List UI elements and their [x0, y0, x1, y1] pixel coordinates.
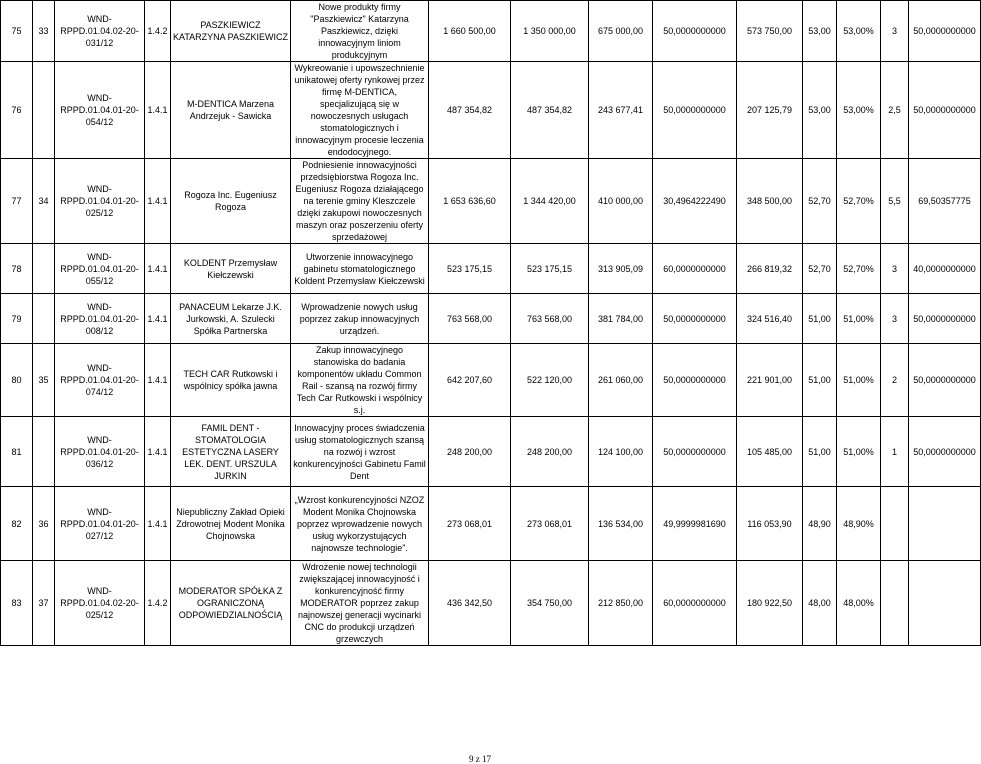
funding-percent: 50,0000000000 [653, 294, 737, 344]
funding-percent: 60,0000000000 [653, 244, 737, 294]
final-value [909, 561, 981, 646]
lp-cell: 76 [1, 62, 33, 159]
contract-number: WND-RPPD.01.04.02-20-031/12 [55, 1, 145, 62]
rank-cell: 1 [881, 417, 909, 487]
eligible-value: 1 344 420,00 [511, 159, 589, 244]
funding-percent: 50,0000000000 [653, 344, 737, 417]
table-row [1, 244, 981, 294]
score-value: 207 125,79 [737, 62, 803, 159]
group-cell: 33 [33, 1, 55, 62]
final-value: 69,50357775 [909, 159, 981, 244]
lp-cell: 80 [1, 344, 33, 417]
group-cell [33, 417, 55, 487]
eligible-value: 273 068,01 [511, 487, 589, 561]
lp-cell: 81 [1, 417, 33, 487]
points-percent: 48,00% [837, 561, 881, 646]
measure-cell: 1.4.1 [145, 487, 171, 561]
eligible-value: 248 200,00 [511, 417, 589, 487]
final-value: 50,0000000000 [909, 417, 981, 487]
page-number: 9 z 17 [469, 754, 491, 764]
contract-number: WND-RPPD.01.04.01-20-008/12 [55, 294, 145, 344]
lp-cell: 83 [1, 561, 33, 646]
table-row [1, 62, 981, 159]
final-value: 50,0000000000 [909, 294, 981, 344]
beneficiary-cell: PANACEUM Lekarze J.K. Jurkowski, A. Szulecki Spółka Partnerska [171, 294, 291, 344]
points-value: 48,00 [803, 561, 837, 646]
table-row [1, 487, 981, 561]
funding-value: 243 677,41 [589, 62, 653, 159]
points-percent: 53,00% [837, 1, 881, 62]
eligible-value: 763 568,00 [511, 294, 589, 344]
project-title: „Wzrost konkurencyjności NZOZ Modent Monika Chojnowska poprzez wprowadzenie nowych usług wykorzystujących najnowsze technologie”. [291, 487, 429, 561]
final-value [909, 487, 981, 561]
points-percent: 48,90% [837, 487, 881, 561]
project-title: Wdrożenie nowej technologii zwiększającej innowacyjność i konkurencyjność firmy MODERATOR poprzez zakup najnowszej generacji wycinarki CNC do produkcji urządzeń grzewczych [291, 561, 429, 646]
project-title: Wprowadzenie nowych usług poprzez zakup innowacyjnych urządzeń. [291, 294, 429, 344]
total-value: 523 175,15 [429, 244, 511, 294]
final-value: 50,0000000000 [909, 344, 981, 417]
rank-cell: 2 [881, 344, 909, 417]
final-value: 40,0000000000 [909, 244, 981, 294]
lp-cell: 78 [1, 244, 33, 294]
table-row [1, 344, 981, 417]
points-percent: 51,00% [837, 294, 881, 344]
funding-value: 136 534,00 [589, 487, 653, 561]
funding-value: 212 850,00 [589, 561, 653, 646]
measure-cell: 1.4.1 [145, 417, 171, 487]
table-row [1, 417, 981, 487]
project-title: Wykreowanie i upowszechnienie unikatowej oferty rynkowej przez firmę M-DENTICA, specjalizującą się w nowoczesnych usługach stomatologicznych i innowacyjnym procesie leczenia endodocyjnego. [291, 62, 429, 159]
total-value: 1 653 636,60 [429, 159, 511, 244]
points-value: 53,00 [803, 1, 837, 62]
measure-cell: 1.4.1 [145, 244, 171, 294]
rank-cell: 5,5 [881, 159, 909, 244]
group-cell [33, 62, 55, 159]
points-value: 52,70 [803, 159, 837, 244]
funding-percent: 50,0000000000 [653, 1, 737, 62]
group-cell: 37 [33, 561, 55, 646]
eligible-value: 1 350 000,00 [511, 1, 589, 62]
group-cell [33, 244, 55, 294]
contract-number: WND-RPPD.01.04.01-20-054/12 [55, 62, 145, 159]
points-value: 51,00 [803, 344, 837, 417]
lp-cell: 82 [1, 487, 33, 561]
measure-cell: 1.4.2 [145, 561, 171, 646]
total-value: 487 354,82 [429, 62, 511, 159]
rank-cell: 2,5 [881, 62, 909, 159]
rank-cell: 3 [881, 244, 909, 294]
table-row [1, 1, 981, 62]
points-percent: 52,70% [837, 244, 881, 294]
funding-value: 313 905,09 [589, 244, 653, 294]
group-cell: 36 [33, 487, 55, 561]
rank-cell: 3 [881, 294, 909, 344]
measure-cell: 1.4.1 [145, 62, 171, 159]
beneficiary-cell: PASZKIEWICZ KATARZYNA PASZKIEWICZ [171, 1, 291, 62]
beneficiary-cell: Niepubliczny Zakład Opieki Zdrowotnej Modent Monika Chojnowska [171, 487, 291, 561]
eligible-value: 523 175,15 [511, 244, 589, 294]
rank-cell [881, 561, 909, 646]
score-value: 324 516,40 [737, 294, 803, 344]
score-value: 116 053,90 [737, 487, 803, 561]
lp-cell: 75 [1, 1, 33, 62]
project-title: Utworzenie innowacyjnego gabinetu stomatologicznego Koldent Przemysław Kiełczewski [291, 244, 429, 294]
final-value: 50,0000000000 [909, 1, 981, 62]
funding-percent: 50,0000000000 [653, 417, 737, 487]
beneficiary-cell: KOLDENT Przemysław Kiełczewski [171, 244, 291, 294]
measure-cell: 1.4.1 [145, 344, 171, 417]
total-value: 273 068,01 [429, 487, 511, 561]
points-percent: 53,00% [837, 62, 881, 159]
beneficiary-cell: MODERATOR SPÓŁKA Z OGRANICZONĄ ODPOWIEDZIALNOŚCIĄ [171, 561, 291, 646]
points-percent: 52,70% [837, 159, 881, 244]
contract-number: WND-RPPD.01.04.02-20-025/12 [55, 561, 145, 646]
eligible-value: 522 120,00 [511, 344, 589, 417]
total-value: 436 342,50 [429, 561, 511, 646]
score-value: 105 485,00 [737, 417, 803, 487]
score-value: 266 819,32 [737, 244, 803, 294]
total-value: 642 207,60 [429, 344, 511, 417]
group-cell: 35 [33, 344, 55, 417]
lp-cell: 77 [1, 159, 33, 244]
contract-number: WND-RPPD.01.04.01-20-055/12 [55, 244, 145, 294]
contract-number: WND-RPPD.01.04.01-20-074/12 [55, 344, 145, 417]
total-value: 763 568,00 [429, 294, 511, 344]
points-value: 52,70 [803, 244, 837, 294]
points-value: 51,00 [803, 294, 837, 344]
final-value: 50,0000000000 [909, 62, 981, 159]
contract-number: WND-RPPD.01.04.01-20-036/12 [55, 417, 145, 487]
contract-number: WND-RPPD.01.04.01-20-027/12 [55, 487, 145, 561]
eligible-value: 487 354,82 [511, 62, 589, 159]
group-cell [33, 294, 55, 344]
beneficiary-cell: M-DENTICA Marzena Andrzejuk - Sawicka [171, 62, 291, 159]
points-value: 48,90 [803, 487, 837, 561]
score-value: 180 922,50 [737, 561, 803, 646]
total-value: 1 660 500,00 [429, 1, 511, 62]
funding-value: 410 000,00 [589, 159, 653, 244]
funding-value: 261 060,00 [589, 344, 653, 417]
beneficiary-cell: Rogoza Inc. Eugeniusz Rogoza [171, 159, 291, 244]
lp-cell: 79 [1, 294, 33, 344]
points-percent: 51,00% [837, 417, 881, 487]
total-value: 248 200,00 [429, 417, 511, 487]
funding-value: 381 784,00 [589, 294, 653, 344]
beneficiary-cell: FAMIL DENT - STOMATOLOGIA ESTETYCZNA LASERY LEK. DENT. URSZULA JURKIN [171, 417, 291, 487]
measure-cell: 1.4.1 [145, 159, 171, 244]
project-title: Innowacyjny proces świadczenia usług stomatologicznych szansą na rozwój i wzrost konkurencyjności Gabinetu Famil Dent [291, 417, 429, 487]
table-row [1, 294, 981, 344]
contract-number: WND-RPPD.01.04.01-20-025/12 [55, 159, 145, 244]
table-row [1, 159, 981, 244]
points-value: 53,00 [803, 62, 837, 159]
project-title: Nowe produkty firmy "Paszkiewicz" Katarzyna Paszkiewicz, dzięki innowacyjnym liniom produkcyjnym [291, 1, 429, 62]
funding-percent: 49,9999981690 [653, 487, 737, 561]
eligible-value: 354 750,00 [511, 561, 589, 646]
project-title: Zakup innowacyjnego stanowiska do badania komponentów układu Common Rail - szansą na rozwój firmy Tech Car Rutkowski i wspólnicy s.j. [291, 344, 429, 417]
project-title: Podniesienie innowacyjności przedsiębiorstwa Rogoza Inc. Eugeniusz Rogoza działającego na terenie gminy Kleszczele dzięki zakupowi nowoczesnych maszyn oraz poszerzeniu oferty sprzedażowej [291, 159, 429, 244]
measure-cell: 1.4.1 [145, 294, 171, 344]
rank-cell: 3 [881, 1, 909, 62]
funding-value: 124 100,00 [589, 417, 653, 487]
measure-cell: 1.4.2 [145, 1, 171, 62]
rank-cell [881, 487, 909, 561]
beneficiary-cell: TECH CAR Rutkowski i wspólnicy spółka jawna [171, 344, 291, 417]
group-cell: 34 [33, 159, 55, 244]
funding-value: 675 000,00 [589, 1, 653, 62]
score-value: 573 750,00 [737, 1, 803, 62]
points-value: 51,00 [803, 417, 837, 487]
funding-percent: 30,4964222490 [653, 159, 737, 244]
table-row [1, 561, 981, 646]
funding-percent: 50,0000000000 [653, 62, 737, 159]
score-value: 348 500,00 [737, 159, 803, 244]
score-value: 221 901,00 [737, 344, 803, 417]
points-percent: 51,00% [837, 344, 881, 417]
funding-percent: 60,0000000000 [653, 561, 737, 646]
